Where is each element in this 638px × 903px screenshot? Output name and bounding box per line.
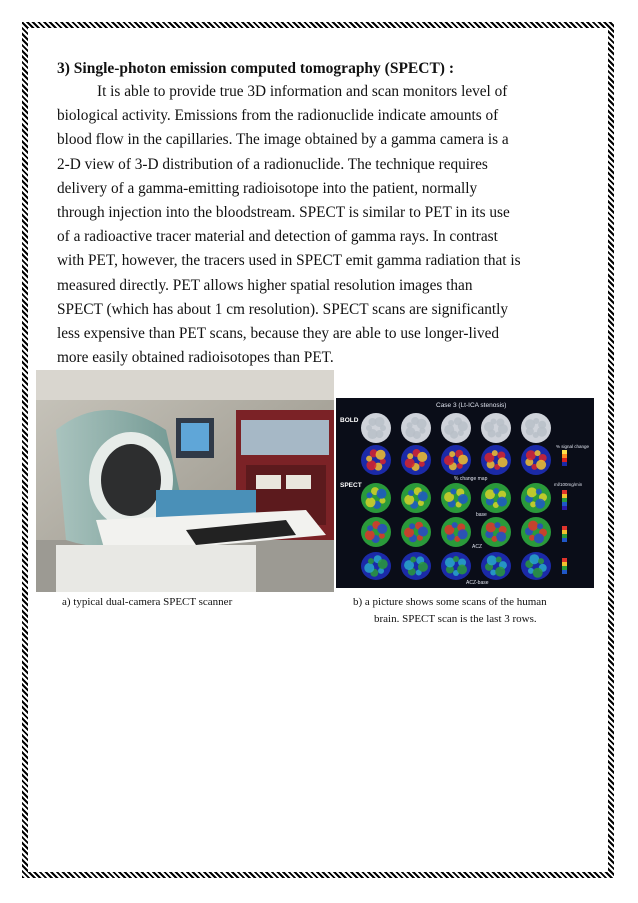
body-line: SPECT (which has about 1 cm resolution). SPECT scans are significantly [57,300,509,318]
brain-scan-blob [537,523,543,529]
brain-scan-blob [375,417,385,427]
brain-scan-blob [492,450,498,456]
brain-scan-blob [368,558,374,564]
brain-scan-blob [497,497,507,507]
color-scale-segment [562,526,567,530]
brain-scan-blob [458,494,468,504]
figure-b-title: Case 3 (Lt-ICA stenosis) [436,402,507,409]
brain-scan-blob [452,522,458,528]
brain-scan-blob [527,487,537,497]
brain-scan-blob [444,425,454,435]
brain-scan-blob [458,421,468,431]
brain-scan-blob [453,556,459,562]
brain-scan-slice [361,445,391,475]
brain-scan-blob [366,425,372,431]
label-ml-min: ml/100mg/min [554,482,583,487]
brain-scan-blob [494,522,500,528]
brain-scan-blob [528,521,538,531]
brain-scan-blob [535,499,545,509]
body-line: measured directly. PET allows higher spatial resolution images than [57,276,473,294]
brain-scan-blob [377,524,387,534]
brain-scan-blob [407,453,413,459]
brain-scan-blob [366,460,376,470]
brain-scan-blob [365,530,375,540]
brain-scan-blob [417,419,427,429]
brain-scan-blob [533,568,543,578]
brain-scan-blob [418,527,428,537]
caption-b-line1: b) a picture shows some scans of the human [353,596,547,608]
caption-a: a) typical dual-camera SPECT scanner [62,596,233,608]
brain-scan-blob [487,555,497,565]
brain-scan-blob [533,418,539,424]
brain-scan-blob [448,420,454,426]
brain-scan-blob [418,491,428,501]
brain-scan-blob [493,488,499,494]
color-scale-segment [562,562,567,566]
brain-scan-blob [536,460,546,470]
brain-scan-slice [481,517,511,547]
brain-scan-slice [361,413,391,443]
brain-scan-blob [365,497,375,507]
brain-scan-blob [408,490,414,496]
color-scale-segment [562,538,567,542]
label-change-map: % change map [454,476,488,482]
color-scale-segment [562,502,567,506]
brain-scan-blob [377,489,387,499]
brain-scan-blob [536,489,542,495]
color-scale-segment [562,570,567,574]
color-scale-segment [562,494,567,498]
brain-scan-slice [521,413,551,443]
label-signal-change: % signal change [556,444,590,449]
brain-scan-blob [496,557,502,563]
brain-scan-blob [498,457,508,467]
body-line: with PET, however, the tracers used in SPECT emit gamma radiation that is [57,252,521,270]
brain-scan-blob [407,422,413,428]
brain-scan-blob [458,529,468,539]
body-line: more easily obtained radioisotopes than PET. [57,349,334,367]
brain-scan-blob [378,559,388,569]
brain-scan-blob [458,455,468,465]
brain-scan-blob [495,567,505,577]
color-scale-segment [562,458,567,462]
label-acz: ACZ [472,544,482,550]
brain-scan-slice [521,445,551,475]
color-scale-segment [562,534,567,538]
body-paragraph [57,80,585,370]
brain-scan-blob [376,450,386,460]
caption-b-line2: brain. SPECT scan is the last 3 rows. [374,613,537,625]
brain-scan-blob [367,525,373,531]
color-scale-segment [562,454,567,458]
brain-scan-blob [417,452,427,462]
color-scale-segment [562,450,567,454]
label-spect: SPECT [340,482,362,489]
brain-scan-slice [481,483,511,513]
brain-scan-blob [496,532,506,542]
body-line: biological activity. Emissions from the radionuclide indicate amounts of [57,107,499,125]
brain-scan-blob [538,558,544,564]
color-scale-segment [562,498,567,502]
brain-scan-blob [457,565,467,575]
body-line: blood flow in the capillaries. The image obtained by a gamma camera is a [57,131,509,149]
brain-scans-figure [336,398,594,588]
brain-scan-blob [449,451,455,457]
body-line: 2-D view of 3-D distribution of a radionuclide. The technique requires [57,155,488,173]
brain-scan-blob [535,450,541,456]
body-line: delivery of a gamma-emitting radioisotope into the patient, normally [57,179,478,197]
color-scale-segment [562,462,567,466]
color-scale-segment [562,530,567,534]
brain-scan-blob [367,492,373,498]
brain-scan-blob [404,495,414,505]
label-bold: BOLD [340,417,359,424]
body-line: of a radioactive tracer material and detection of gamma rays. In contrast [57,228,498,246]
label-base: base [476,512,487,518]
brain-scan-blob [490,418,496,424]
brain-scan-blob [366,456,372,462]
section-heading: 3) Single-photon emission computed tomography (SPECT) : [57,60,454,77]
color-scale-segment [562,506,567,510]
brain-scan-blob [418,562,428,572]
body-line: through injection into the bloodstream. SPECT is similar to PET in its use [57,204,510,222]
brain-scan-blob [364,563,374,573]
body-line: It is able to provide true 3D information and scan monitors level of [97,83,508,100]
brain-scan-blob [537,427,547,437]
brain-scan-blob [450,489,456,495]
brain-scan-blob [410,557,416,563]
brain-scan-blob [405,427,415,437]
brain-scan-blob [526,450,536,460]
color-scale-segment [562,558,567,562]
brain-scan-blob [409,523,415,529]
spect-scanner-photo [36,370,334,592]
brain-scan-blob [498,424,508,434]
body-line: less expensive than PET scans, because they are able to use longer-lived [57,325,500,343]
brain-scan-blob [405,458,415,468]
brain-scan-blob [529,554,539,564]
color-scale-segment [562,490,567,494]
label-acz-base: ACZ-base [466,580,489,586]
brain-scan-blob [534,533,544,543]
brain-scan-blob [486,522,496,532]
color-scale-segment [562,566,567,570]
